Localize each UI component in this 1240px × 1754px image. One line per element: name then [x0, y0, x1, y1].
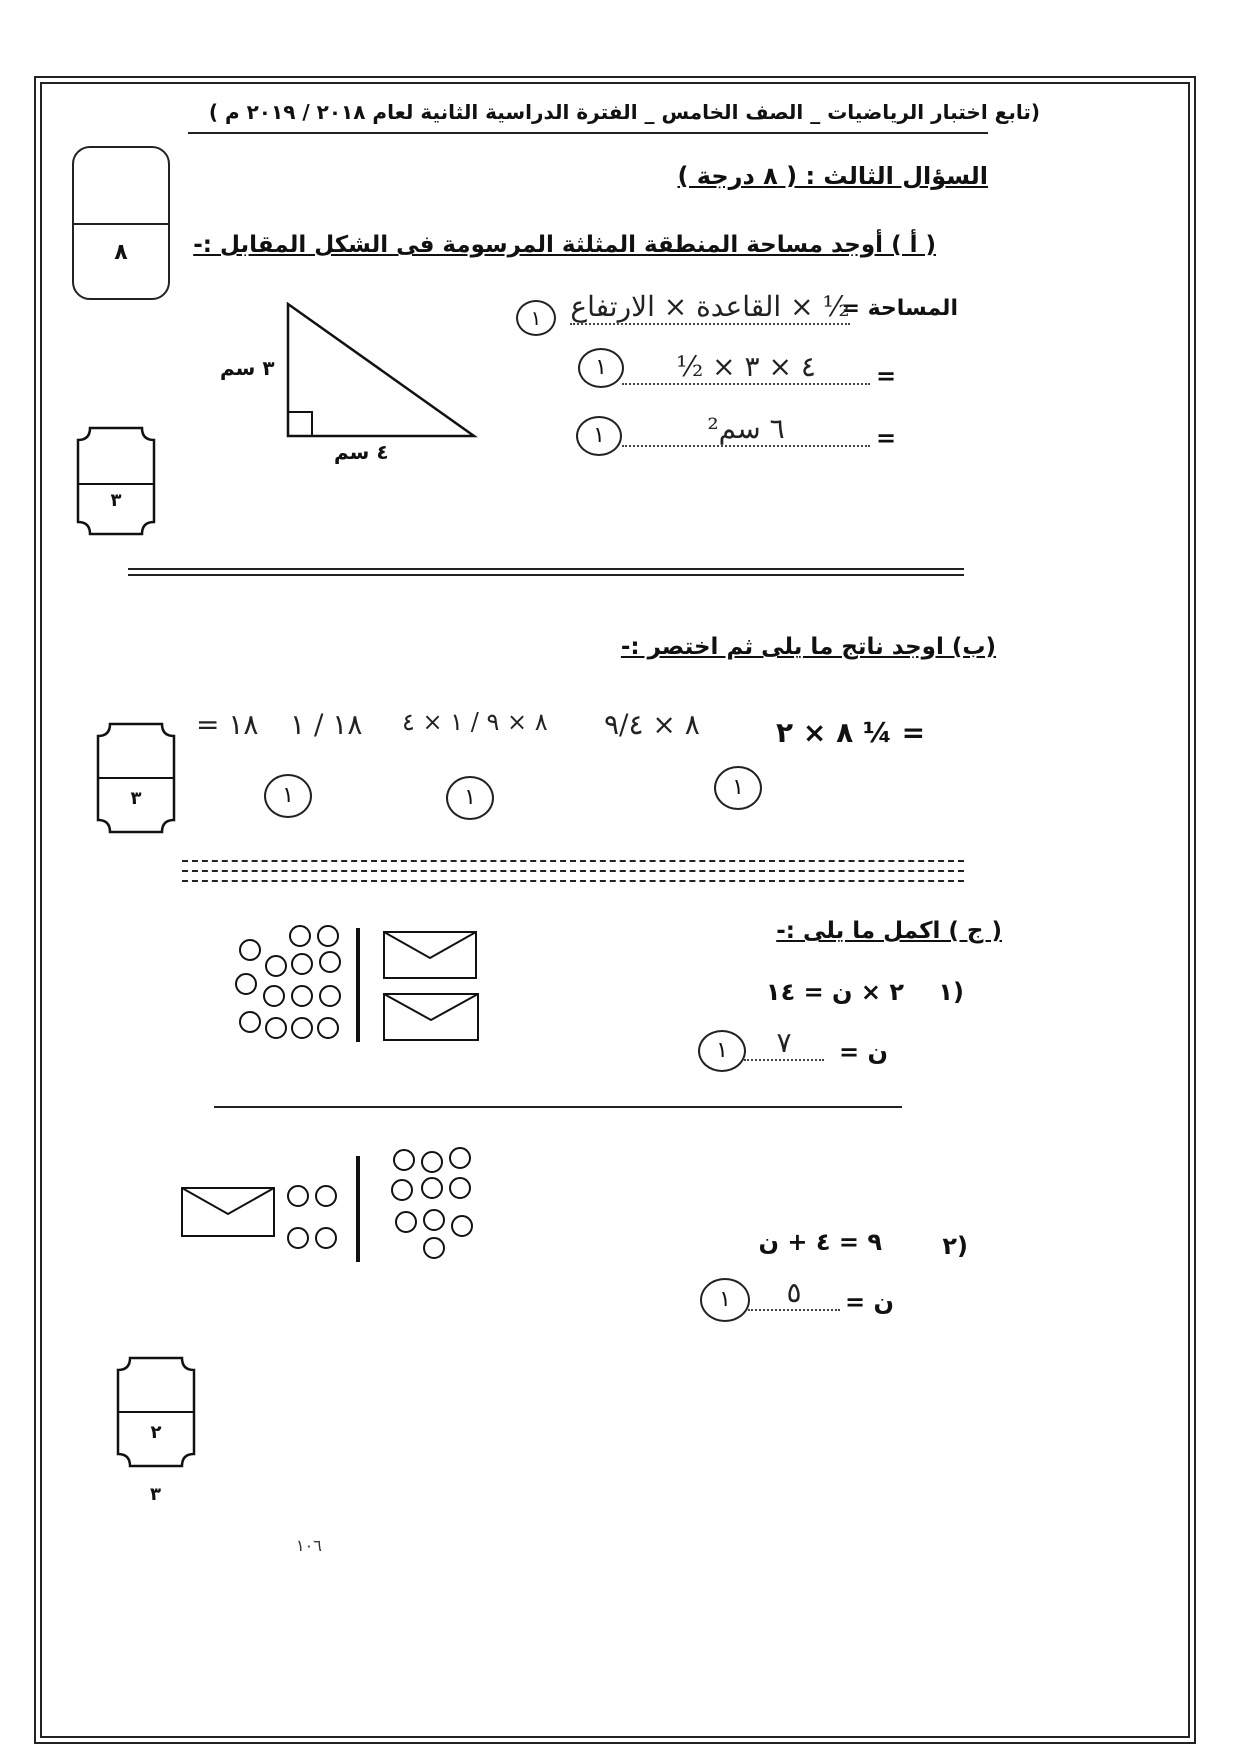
total-score: ٨: [114, 240, 128, 265]
part-b-step2: ٨ × ٩ / ١ × ٤: [402, 708, 548, 736]
q2-equation: ٩ = ٤ + ن: [758, 1228, 882, 1256]
part-c-score-box: [116, 1356, 196, 1468]
divider-1b: [128, 574, 964, 576]
divider-2b: [182, 870, 964, 872]
question-title: السؤال الثالث : ( ٨ درجة ): [677, 162, 988, 190]
q2-answer-handwritten: ٥: [748, 1276, 840, 1311]
header-divider: [188, 132, 988, 134]
mark-circle-c1: ١: [698, 1030, 746, 1072]
mark-circle-b3: ١: [714, 766, 762, 810]
mark-circle-a3: ١: [576, 416, 622, 456]
page-number: ٣: [150, 1484, 161, 1505]
part-c-score: ٢: [150, 1422, 162, 1443]
area-step2-handwritten: ½ × ٤ × ٣: [622, 350, 870, 385]
part-b-step1: ٨ × ٩/٤: [604, 708, 700, 741]
total-score-box: [72, 146, 170, 300]
eq-sign-a3: =: [876, 424, 897, 452]
part-b-score: ٣: [130, 788, 142, 809]
q1-equation: ٢ × ن = ١٤: [765, 978, 904, 1006]
part-a-score: ٣: [110, 490, 122, 511]
mark-circle-b1: ١: [264, 774, 312, 818]
part-b-title: (ب) اوجد ناتج ما يلى ثم اختصر :-: [620, 634, 996, 660]
part-b-answer: = ١٨: [196, 708, 259, 741]
divider-2a: [182, 860, 964, 862]
part-b-problem: ٨ × ٢ ¼ =: [776, 716, 926, 749]
part-b-step3: ١٨ / ١: [290, 708, 363, 741]
q2-answer-label: ن =: [845, 1288, 894, 1316]
divider-1: [128, 568, 964, 570]
q1-answer-label: ن =: [839, 1038, 888, 1066]
part-b-score-box: [96, 722, 176, 834]
exam-header: (تابع اختبار الرياضيات _ الصف الخامس _ الفترة الدراسية الثانية لعام ٢٠١٨ / ٢٠١٩ م ): [208, 100, 1040, 124]
triangle-height-label: ٣ سم: [220, 356, 275, 380]
area-formula-handwritten: ½ × القاعدة × الارتفاع: [570, 290, 850, 323]
model-q2: [178, 1144, 478, 1264]
part-c-title: ( ج ) اكمل ما يلى :-: [776, 918, 1002, 944]
triangle-base-label: ٤ سم: [334, 440, 389, 464]
q1-answer-handwritten: ٧: [744, 1026, 824, 1061]
area-label: المساحة =: [841, 296, 958, 321]
mark-circle-b2: ١: [446, 776, 494, 820]
model-q1: [230, 924, 490, 1048]
page-frame: [40, 82, 1190, 1738]
footer-mark: ١٠٦: [296, 1536, 322, 1555]
part-a-score-box: [76, 426, 156, 536]
mark-circle-c2: ١: [700, 1278, 750, 1322]
part-a-title: ( أ ) أوجد مساحة المنطقة المثلثة المرسومة فى الشكل المقابل :-: [193, 232, 936, 258]
q1-number: ١): [938, 978, 964, 1006]
divider-3: [214, 1106, 902, 1108]
divider-2c: [182, 880, 964, 882]
area-result-handwritten: ٦ سم²: [622, 412, 870, 447]
eq-sign-a2: =: [876, 362, 897, 390]
q2-number: ٢): [942, 1232, 968, 1260]
mark-circle-a2: ١: [578, 348, 624, 388]
mark-circle-a1: ١: [516, 300, 556, 336]
